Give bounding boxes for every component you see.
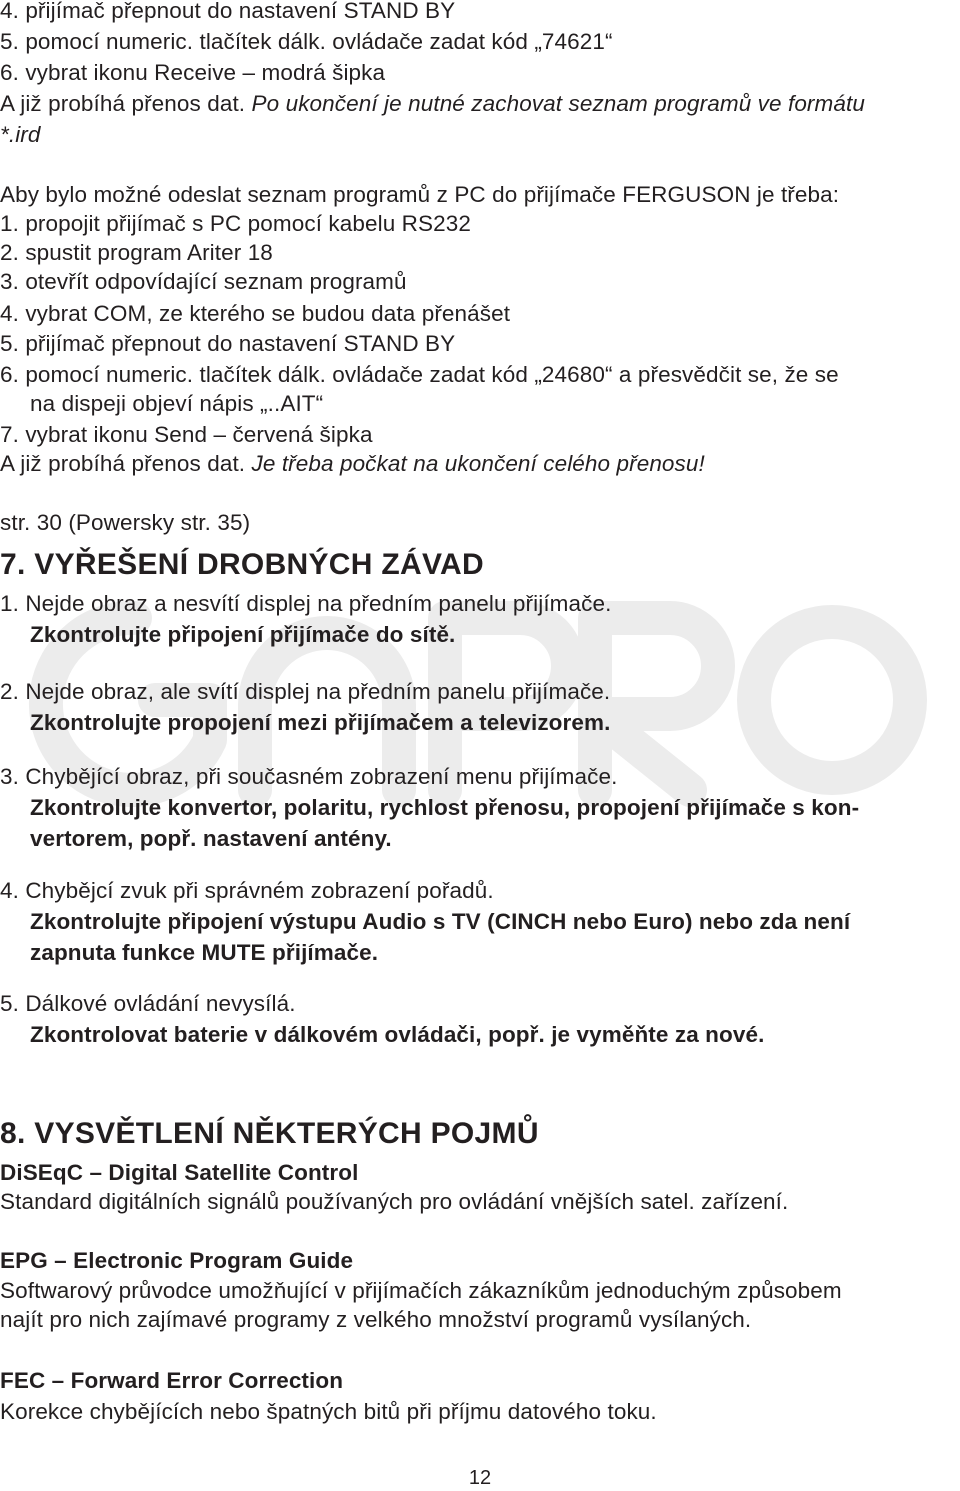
fix-text: Zkontrolujte připojení výstupu Audio s TV (CINCH nebo Euro) nebo zda není	[30, 909, 851, 934]
problem-text: 5. Dálkové ovládání nevysílá.	[0, 991, 296, 1016]
problem-text: 4. Chybějcí zvuk při správném zobrazení pořadů.	[0, 878, 494, 903]
problem-text: 3. Chybějící obraz, při současném zobrazení menu přijímače.	[0, 764, 618, 789]
text-segment: A již probíhá přenos dat.	[0, 91, 246, 116]
text-line: *.ird	[0, 122, 41, 147]
problem-text: 2. Nejde obraz, ale svítí displej na předním panelu přijímače.	[0, 679, 611, 704]
text-segment: A již probíhá přenos dat.	[0, 451, 246, 476]
text-line: 5. přijímač přepnout do nastavení STAND BY	[0, 331, 456, 356]
text-line: 1. propojit přijímač s PC pomocí kabelu RS232	[0, 211, 471, 236]
page-number: 12	[468, 1467, 492, 1489]
term-description: Softwarový průvodce umožňující v přijímačích zákazníkům jednoduchým způsobem	[0, 1278, 842, 1303]
text-line: 3. otevřít odpovídající seznam programů	[0, 269, 407, 294]
problem-text: 1. Nejde obraz a nesvítí displej na předním panelu přijímače.	[0, 591, 612, 616]
section-heading: 8. VYSVĚTLENÍ NĚKTERÝCH POJMŮ	[0, 1117, 539, 1150]
text-line: 6. vybrat ikonu Receive – modrá šipka	[0, 60, 386, 85]
text-line: na dispeji objeví nápis „..AIT“	[30, 391, 324, 416]
text-line: 7. vybrat ikonu Send – červená šipka	[0, 422, 373, 447]
fix-text: Zkontrolujte konvertor, polaritu, rychlost přenosu, propojení přijímače s kon-	[30, 795, 860, 820]
text-line	[0, 89, 865, 119]
fix-text: Zkontrolujte propojení mezi přijímačem a televizorem.	[30, 710, 611, 735]
italic-note: Je třeba počkat na ukončení celého přenosu!	[245, 451, 705, 476]
fix-text: Zkontrolujte připojení přijímače do sítě.	[30, 622, 456, 647]
text-line: 5. pomocí numeric. tlačítek dálk. ovládače zadat kód „74621“	[0, 29, 613, 54]
text-line: 4. vybrat COM, ze kterého se budou data přenášet	[0, 301, 511, 326]
text-line: 4. přijímač přepnout do nastavení STAND BY	[0, 0, 456, 23]
term-title: FEC – Forward Error Correction	[0, 1368, 344, 1393]
term-description: Korekce chybějících nebo špatných bitů při příjmu datového toku.	[0, 1399, 657, 1424]
term-description: najít pro nich zajímavé programy z velkého množství programů vysílaných.	[0, 1307, 752, 1332]
term-description: Standard digitálních signálů používaných pro ovládání vnějších satel. zařízení.	[0, 1189, 789, 1214]
text-line: 6. pomocí numeric. tlačítek dálk. ovládače zadat kód „24680“ a přesvědčit se, že se	[0, 362, 839, 387]
text-line: Aby bylo možné odeslat seznam programů z PC do přijímače FERGUSON je třeba:	[0, 182, 840, 207]
section-heading: 7. VYŘEŠENÍ DROBNÝCH ZÁVAD	[0, 548, 484, 581]
fix-text: Zkontrolovat baterie v dálkovém ovládači, popř. je vyměňte za nové.	[30, 1022, 765, 1047]
text-line: 2. spustit program Ariter 18	[0, 240, 273, 265]
page-reference: str. 30 (Powersky str. 35)	[0, 510, 251, 535]
italic-note: Po ukončení je nutné zachovat seznam programů ve formátu	[245, 91, 865, 116]
text-line	[0, 449, 705, 479]
fix-text: vertorem, popř. nastavení antény.	[30, 826, 392, 851]
fix-text: zapnuta funkce MUTE přijímače.	[30, 940, 379, 965]
term-title: DiSEqC – Digital Satellite Control	[0, 1160, 359, 1185]
term-title: EPG – Electronic Program Guide	[0, 1248, 354, 1273]
